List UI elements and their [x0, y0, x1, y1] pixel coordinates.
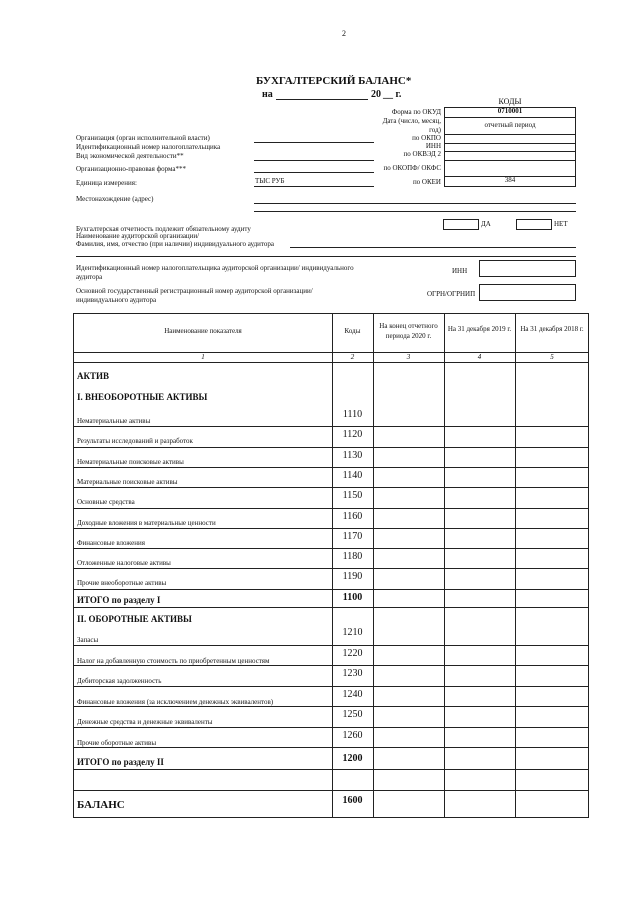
row-label: Денежные средства и денежные эквиваленты — [77, 718, 213, 726]
section2-heading: II. ОБОРОТНЫЕ АКТИВЫ — [77, 614, 192, 624]
date-label-2: год) — [429, 126, 441, 134]
balance-code: 1600 — [342, 795, 363, 806]
auditor-name-line[interactable] — [290, 247, 576, 248]
date-underline — [276, 99, 368, 100]
location-line-1[interactable] — [254, 203, 576, 204]
row-code: 1250 — [342, 709, 363, 720]
value-cell[interactable] — [373, 508, 444, 528]
value-cell[interactable] — [444, 508, 515, 528]
row-label: Нематериальные активы — [77, 417, 151, 425]
value-cell[interactable] — [373, 426, 444, 446]
section2-total-code: 1200 — [342, 753, 363, 764]
codes-box — [444, 107, 576, 187]
activity-line[interactable] — [254, 160, 374, 161]
legal-form-label: Организационно-правовая форма*** — [76, 165, 187, 173]
okei-code: 384 — [504, 176, 516, 184]
auditor-inn-field[interactable] — [479, 260, 576, 277]
audit-yes-checkbox[interactable] — [443, 219, 479, 230]
organization-label: Организация (орган исполнительной власти) — [76, 134, 210, 142]
date-period: отчетный период — [484, 121, 536, 129]
row-label: Налог на добавленную стоимость по приобретенным ценностям — [77, 656, 270, 665]
row-code: 1260 — [342, 729, 363, 741]
row-label: Основные средства — [77, 498, 135, 507]
value-cell[interactable] — [515, 528, 588, 548]
header-code: Коды — [344, 327, 361, 335]
row-label: Дебиторская задолженность — [77, 677, 162, 685]
value-cell[interactable] — [373, 467, 444, 487]
codes-header: КОДЫ — [498, 97, 522, 106]
value-cell[interactable] — [515, 686, 588, 707]
value-cell[interactable] — [373, 487, 444, 507]
audit-yes-label: ДА — [481, 220, 491, 228]
colnum-2: 2 — [350, 353, 355, 361]
row-label: Материальные поисковые активы — [77, 477, 178, 486]
section1-total-label: ИТОГО по разделу I — [77, 595, 161, 605]
row-label: Прочие оборотные активы — [77, 738, 157, 747]
row-code: 1120 — [342, 429, 363, 441]
organization-line[interactable] — [254, 142, 374, 143]
value-cell[interactable] — [444, 665, 515, 686]
row-label: Доходные вложения в материальные ценности — [77, 518, 216, 527]
location-line-2[interactable] — [254, 211, 576, 212]
value-cell[interactable] — [515, 706, 588, 727]
value-cell[interactable] — [515, 645, 588, 666]
audit-firm-label: Наименование аудиторской организации/ — [76, 232, 200, 240]
subtitle-prefix: на — [262, 89, 273, 100]
value-cell[interactable] — [444, 624, 515, 645]
balance-label: БАЛАНС — [77, 799, 125, 811]
value-cell[interactable] — [515, 487, 588, 507]
subtitle-year: 20 — [371, 89, 381, 100]
row-code: 1150 — [342, 490, 363, 502]
value-cell[interactable] — [444, 447, 515, 467]
date-label-1: Дата (число, месяц, — [382, 117, 441, 125]
value-cell[interactable] — [444, 426, 515, 446]
section2-total-label: ИТОГО по разделу II — [77, 757, 164, 767]
value-cell[interactable] — [515, 568, 588, 588]
row-code: 1180 — [342, 551, 363, 563]
assets-heading: АКТИВ — [77, 371, 110, 381]
legal-form-line[interactable] — [254, 172, 374, 173]
value-cell[interactable] — [444, 548, 515, 568]
okpo-label: по ОКПО — [412, 134, 441, 142]
auditor-ogrn-text-1: Основной государственный регистрационный номер аудиторской организации/ — [76, 287, 313, 295]
location-label: Местонахождение (адрес) — [76, 195, 154, 203]
auditor-inn-text-2: аудитора — [76, 273, 103, 281]
colnum-1: 1 — [201, 353, 205, 361]
page-number: 2 — [342, 29, 346, 38]
row-divider — [74, 747, 588, 748]
value-cell[interactable] — [373, 624, 444, 645]
row-code: 1130 — [342, 449, 363, 461]
section1-heading: I. ВНЕОБОРОТНЫЕ АКТИВЫ — [77, 392, 208, 402]
value-cell[interactable] — [515, 727, 588, 748]
value-cell[interactable] — [515, 548, 588, 568]
row-code: 1160 — [342, 510, 363, 522]
row-code: 1220 — [342, 647, 363, 659]
value-cell[interactable] — [444, 406, 515, 426]
row-divider — [74, 589, 588, 590]
row-label: Прочие внеоборотные активы — [77, 579, 167, 588]
okopf-label: по ОКОПФ/ ОКФС — [383, 164, 441, 172]
audit-no-checkbox[interactable] — [516, 219, 552, 230]
auditor-name-label: Фамилия, имя, отчество (при наличии) индивидуального аудитора — [76, 240, 274, 248]
row-code: 1190 — [342, 571, 363, 583]
value-cell[interactable] — [515, 406, 588, 426]
value-cell[interactable] — [373, 447, 444, 467]
value-cell[interactable] — [444, 467, 515, 487]
header-name: Наименование показателя — [164, 327, 242, 335]
audit-subject: Бухгалтерская отчетность подлежит обязательному аудиту — [76, 225, 251, 233]
okei-label: по ОКЕИ — [412, 178, 441, 186]
value-cell[interactable] — [373, 727, 444, 748]
row-label: Финансовые вложения (за исключением денежных эквивалентов) — [77, 697, 274, 706]
okud-code: 0710001 — [497, 107, 523, 115]
value-cell[interactable] — [373, 645, 444, 666]
value-cell[interactable] — [373, 706, 444, 727]
audit-no-label: НЕТ — [554, 220, 568, 228]
page-title: БУХГАЛТЕРСКИЙ БАЛАНС* — [256, 75, 412, 87]
colnum-3: 3 — [406, 353, 411, 361]
balance-table — [73, 313, 589, 818]
value-cell[interactable] — [444, 727, 515, 748]
row-code: 1240 — [342, 688, 363, 700]
activity-label: Вид экономической деятельности** — [76, 152, 184, 160]
value-cell[interactable] — [444, 528, 515, 548]
value-cell[interactable] — [373, 528, 444, 548]
row-code: 1140 — [342, 469, 363, 481]
unit-label: Единица измерения: — [76, 179, 137, 187]
value-cell[interactable] — [444, 568, 515, 588]
row-label: Запасы — [77, 636, 99, 644]
value-cell[interactable] — [373, 686, 444, 707]
auditor-inn-label: ИНН — [452, 267, 468, 275]
value-cell[interactable] — [515, 665, 588, 686]
value-cell[interactable] — [444, 645, 515, 666]
value-cell[interactable] — [515, 508, 588, 528]
auditor-ogrn-field[interactable] — [479, 284, 576, 301]
subtitle-year-suffix: __ г. — [383, 89, 402, 100]
value-cell[interactable] — [444, 487, 515, 507]
value-cell[interactable] — [515, 467, 588, 487]
header-prev: На 31 декабря 2019 г. — [447, 325, 512, 333]
header-current-1: На конец отчетного — [379, 322, 438, 330]
row-code: 1210 — [342, 627, 363, 638]
header-prevprev: На 31 декабря 2018 г. — [520, 325, 584, 333]
value-cell[interactable] — [515, 426, 588, 446]
okud-label: Форма по ОКУД — [391, 108, 441, 116]
auditor-ogrn-text-2: индивидуального аудитора — [76, 296, 157, 304]
value-cell[interactable] — [444, 686, 515, 707]
inn-label-left: Идентификационный номер налогоплательщика — [76, 143, 221, 151]
row-label: Финансовые вложения — [77, 538, 145, 547]
value-cell[interactable] — [373, 548, 444, 568]
value-cell[interactable] — [373, 406, 444, 426]
header-current-2: периода 2020 г. — [385, 332, 432, 340]
row-code: 1230 — [342, 668, 363, 679]
auditor-ogrn-label: ОГРН/ОГРНИП — [427, 290, 476, 298]
value-cell[interactable] — [373, 665, 444, 686]
colnum-4: 4 — [477, 353, 482, 361]
unit-value: ТЫС РУБ — [255, 177, 285, 185]
row-code: 1110 — [342, 409, 363, 420]
row-label: Результаты исследований и разработок — [77, 437, 193, 446]
value-cell[interactable] — [515, 447, 588, 467]
row-label: Нематериальные поисковые активы — [77, 457, 184, 466]
value-cell[interactable] — [373, 568, 444, 588]
row-label: Отложенные налоговые активы — [77, 559, 171, 568]
colnum-5: 5 — [550, 353, 554, 361]
okved-label: по ОКВЭД 2 — [403, 150, 441, 158]
value-cell[interactable] — [515, 624, 588, 645]
row-code: 1170 — [342, 530, 363, 542]
value-cell[interactable] — [444, 706, 515, 727]
section1-total-code: 1100 — [342, 592, 363, 603]
auditor-inn-text-1: Идентификационный номер налогоплательщика аудиторской организации/ индивидуального — [76, 264, 354, 272]
inn-code-label: ИНН — [425, 142, 441, 150]
